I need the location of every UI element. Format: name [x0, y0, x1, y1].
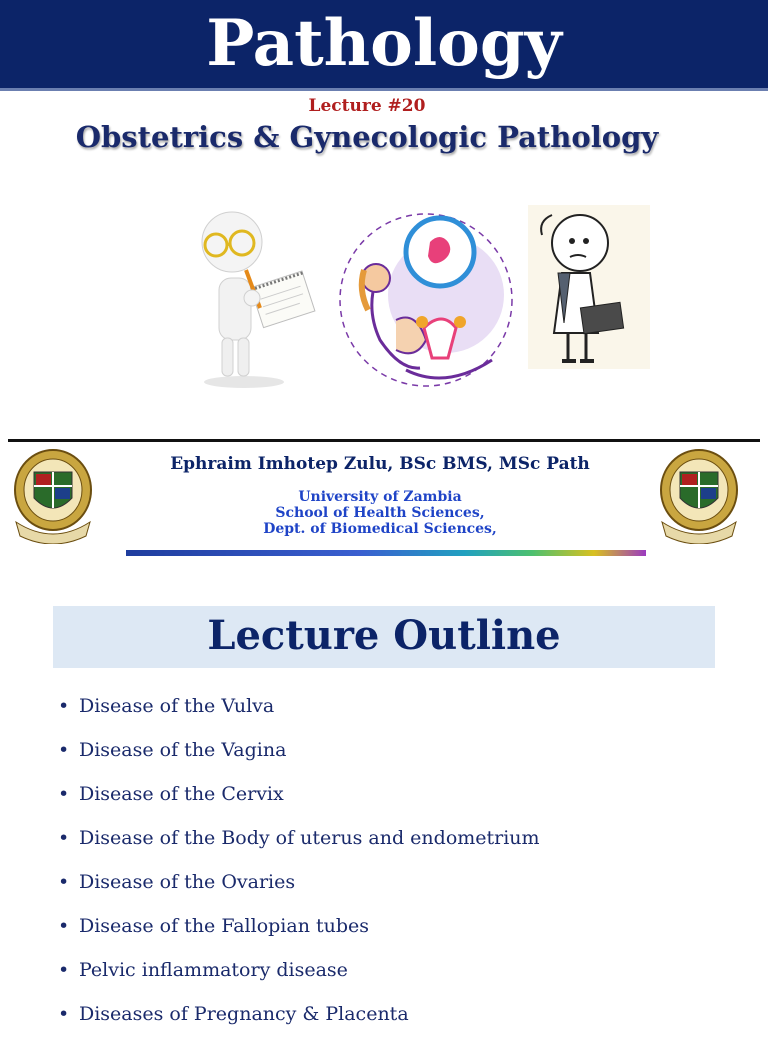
- list-item: [58, 868, 540, 912]
- list-item: [58, 736, 540, 780]
- list-item-text: Disease of the Fallopian tubes: [79, 915, 370, 937]
- confused-figure-icon: [528, 205, 650, 369]
- list-item-text: Pelvic inflammatory disease: [79, 959, 348, 981]
- outline-list: [58, 692, 540, 1044]
- list-item-text: Disease of the Vagina: [79, 739, 287, 761]
- list-item: [58, 1000, 540, 1044]
- bullet-icon: •: [58, 827, 70, 849]
- lecture-number: Lecture #20: [308, 96, 426, 116]
- list-item-text: Disease of the Cervix: [79, 783, 284, 805]
- affiliation-university: University of Zambia: [298, 489, 462, 505]
- bullet-icon: •: [58, 1003, 70, 1025]
- list-item: [58, 692, 540, 736]
- gradient-underline: [126, 550, 646, 556]
- author-name: Ephraim Imhotep Zulu, BSc BMS, MSc Path: [170, 454, 590, 474]
- bullet-icon: •: [58, 695, 70, 717]
- list-item: [58, 912, 540, 956]
- outline-heading-box: [53, 606, 715, 668]
- writing-figure-icon: [194, 200, 328, 390]
- bullet-icon: •: [58, 871, 70, 893]
- page-title: Pathology: [206, 6, 562, 81]
- list-item: [58, 956, 540, 1000]
- outline-title: Lecture Outline: [207, 612, 561, 659]
- bullet-icon: •: [58, 915, 70, 937]
- title-bar: [0, 0, 768, 91]
- bullet-icon: •: [58, 739, 70, 761]
- university-crest-left-icon: [12, 448, 94, 544]
- list-item: [58, 780, 540, 824]
- list-item-text: Disease of the Ovaries: [79, 871, 296, 893]
- divider-line: [8, 439, 760, 442]
- list-item: [58, 824, 540, 868]
- list-item-text: Diseases of Pregnancy & Placenta: [79, 1003, 409, 1025]
- list-item-text: Disease of the Body of uterus and endometrium: [79, 827, 540, 849]
- list-item-text: Disease of the Vulva: [79, 695, 275, 717]
- bullet-icon: •: [58, 959, 70, 981]
- pregnancy-reproductive-icon: [336, 210, 516, 390]
- lecture-subtitle: Obstetrics & Gynecologic Pathology: [75, 120, 659, 154]
- bullet-icon: •: [58, 783, 70, 805]
- university-crest-right-icon: [658, 448, 740, 544]
- affiliation-school: School of Health Sciences,: [275, 505, 485, 521]
- affiliation-department: Dept. of Biomedical Sciences,: [263, 521, 497, 537]
